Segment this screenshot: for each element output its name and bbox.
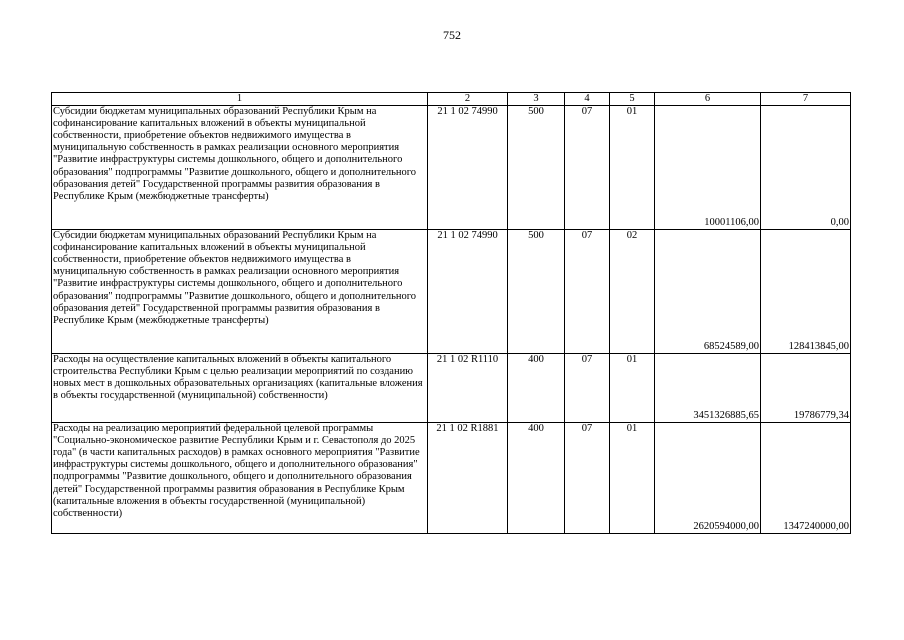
column-header: 2	[428, 93, 508, 106]
column-header: 7	[761, 93, 851, 106]
row-expense-type: 400	[508, 354, 565, 423]
column-header: 6	[655, 93, 761, 106]
row-amount-col7: 19786779,34	[761, 354, 851, 423]
row-target-code: 21 1 02 R1110	[428, 354, 508, 423]
row-section: 07	[565, 354, 610, 423]
row-subsection: 01	[610, 106, 655, 230]
row-target-code: 21 1 02 R1881	[428, 423, 508, 534]
table-row	[52, 106, 851, 230]
row-target-code: 21 1 02 74990	[428, 106, 508, 230]
row-amount-col6: 10001106,00	[655, 106, 761, 230]
row-subsection: 01	[610, 423, 655, 534]
row-amount-col6: 68524589,00	[655, 230, 761, 354]
row-section: 07	[565, 106, 610, 230]
table-row	[52, 230, 851, 354]
row-amount-col7: 1347240000,00	[761, 423, 851, 534]
row-subsection: 01	[610, 354, 655, 423]
table-row	[52, 423, 851, 534]
row-expense-type: 500	[508, 106, 565, 230]
column-header: 3	[508, 93, 565, 106]
row-amount-col6: 2620594000,00	[655, 423, 761, 534]
row-amount-col6: 3451326885,65	[655, 354, 761, 423]
row-amount-col7: 0,00	[761, 106, 851, 230]
table-row	[52, 354, 851, 423]
budget-table	[51, 92, 851, 534]
row-section: 07	[565, 423, 610, 534]
column-header: 4	[565, 93, 610, 106]
row-amount-col7: 128413845,00	[761, 230, 851, 354]
table-header-row	[52, 93, 851, 106]
row-subsection: 02	[610, 230, 655, 354]
row-expense-type: 400	[508, 423, 565, 534]
column-header: 1	[52, 93, 428, 106]
row-description: Субсидии бюджетам муниципальных образований Республики Крым на софинансирование капитальных вложений в объекты муниципальной собственности, приобретение объектов недвижимого имущества в муниципальную собственность в рамках реализации основного мероприятия "Развитие инфраструктуры системы дошкольного, общего и дополнительного образования" подпрограммы "Развитие дошкольного, общего и дополнительного образования детей" Государственной программы развития образования в Республике Крым (межбюджетные трансферты)	[52, 106, 428, 230]
column-header: 5	[610, 93, 655, 106]
row-description: Расходы на осуществление капитальных вложений в объекты капитального строительства Республики Крым с целью реализации мероприятий по созданию новых мест в дошкольных образовательных организациях (капитальные вложения в объекты государственной (муниципальной) собственности)	[52, 354, 428, 423]
row-target-code: 21 1 02 74990	[428, 230, 508, 354]
page-number: 752	[443, 28, 461, 42]
row-section: 07	[565, 230, 610, 354]
row-description: Расходы на реализацию мероприятий федеральной целевой программы "Социально-экономическое развитие Республики Крым и г. Севастополя до 2025 года" (в части капитальных расходов) в рамках основного мероприятия "Развитие инфраструктуры системы дошкольного, общего и дополнительного образования" подпрограммы "Развитие дошкольного, общего и дополнительного образования детей" Государственной программы развития образования в Республике Крым (капитальные вложения в объекты государственной (муниципальной) собственности)	[52, 423, 428, 534]
row-description: Субсидии бюджетам муниципальных образований Республики Крым на софинансирование капитальных вложений в объекты муниципальной собственности, приобретение объектов недвижимого имущества в муниципальную собственность в рамках реализации основного мероприятия "Развитие инфраструктуры системы дошкольного, общего и дополнительного образования" подпрограммы "Развитие дошкольного, общего и дополнительного образования детей" Государственной программы развития образования в Республике Крым (межбюджетные трансферты)	[52, 230, 428, 354]
row-expense-type: 500	[508, 230, 565, 354]
